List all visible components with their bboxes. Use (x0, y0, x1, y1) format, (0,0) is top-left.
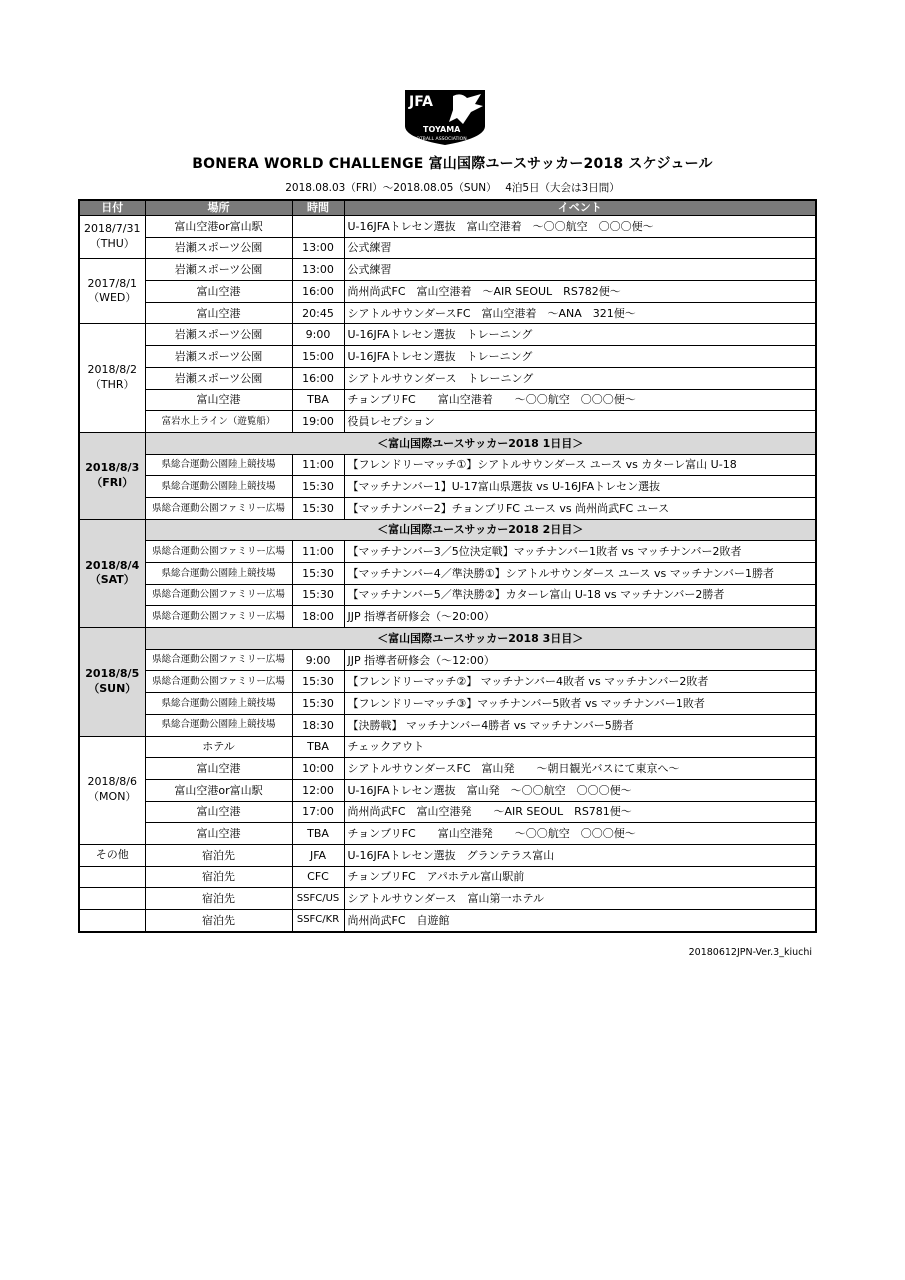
event-cell: U-16JFAトレセン選抜 富山発 ～〇〇航空 〇〇〇便～ (344, 779, 816, 801)
day-header-label: ＜富山国際ユースサッカー2018 2日目＞ (145, 519, 816, 541)
table-row (79, 302, 816, 324)
date-line: その他 (95, 847, 129, 861)
time-cell: 15:30 (292, 671, 344, 693)
date-cell (79, 259, 145, 324)
date-line: （MON） (88, 790, 137, 804)
date-cell (79, 866, 145, 888)
table-row (79, 866, 816, 888)
table-row (79, 779, 816, 801)
date-line: 2018/8/3 (85, 460, 140, 474)
table-row (79, 823, 816, 845)
place-cell: 岩瀬スポーツ公園 (145, 237, 292, 259)
date-cell (79, 628, 145, 736)
table-row (79, 888, 816, 910)
date-line: 2017/8/1 (87, 276, 137, 290)
table-row (79, 693, 816, 715)
event-cell: 尚州尚武FC 富山空港着 ～AIR SEOUL RS782便～ (344, 281, 816, 303)
date-line: 2018/8/2 (87, 363, 137, 377)
time-cell: 18:30 (292, 714, 344, 736)
event-cell: 【フレンドリーマッチ③】マッチナンバー5敗者 vs マッチナンバー1敗者 (344, 693, 816, 715)
event-cell: 尚州尚武FC 富山空港発 ～AIR SEOUL RS781便～ (344, 801, 816, 823)
table-row (79, 736, 816, 758)
table-row (79, 497, 816, 519)
time-cell: 15:00 (292, 346, 344, 368)
place-cell: 富岩水上ライン（遊覧船） (145, 411, 292, 433)
time-cell: 18:00 (292, 606, 344, 628)
logo-text-association: FOOTBALL ASSOCIATION (410, 137, 467, 142)
table-row (79, 671, 816, 693)
place-cell: 富山空港or富山駅 (145, 779, 292, 801)
page-title: BONERA WORLD CHALLENGE 富山国際ユースサッカー2018 スケジュール (192, 156, 713, 172)
day-header-row (79, 432, 816, 454)
place-cell: 県総合運動公園ファミリー広場 (145, 606, 292, 628)
date-cell (79, 736, 145, 844)
place-cell: 岩瀬スポーツ公園 (145, 324, 292, 346)
event-cell: 【マッチナンバー4／準決勝①】シアトルサウンダース ユース vs マッチナンバー1勝者 (344, 563, 816, 585)
event-cell: 【決勝戦】 マッチナンバー4勝者 vs マッチナンバー5勝者 (344, 714, 816, 736)
header-time: 時間 (292, 200, 344, 216)
day-header-row (79, 628, 816, 650)
event-cell: U-16JFAトレセン選抜 トレーニング (344, 346, 816, 368)
date-line: （THU） (89, 237, 135, 251)
table-row (79, 758, 816, 780)
event-cell: 【フレンドリーマッチ②】 マッチナンバー4敗者 vs マッチナンバー2敗者 (344, 671, 816, 693)
time-cell: 13:00 (292, 259, 344, 281)
table-row (79, 216, 816, 238)
table-row (79, 584, 816, 606)
event-cell: U-16JFAトレセン選抜 トレーニング (344, 324, 816, 346)
date-line: （SUN） (88, 681, 137, 695)
event-cell: 公式練習 (344, 237, 816, 259)
header-event: イベント (344, 200, 816, 216)
date-cell (79, 519, 145, 627)
logo-text-jfa: JFA (409, 94, 434, 110)
time-cell: TBA (292, 389, 344, 411)
event-cell: 役員レセプション (344, 411, 816, 433)
logo-emblem-icon (403, 88, 487, 146)
time-cell: 15:30 (292, 497, 344, 519)
place-cell: 富山空港 (145, 801, 292, 823)
time-cell: 11:00 (292, 541, 344, 563)
event-cell: 【マッチナンバー5／準決勝②】カターレ富山 U-18 vs マッチナンバー2勝者 (344, 584, 816, 606)
table-row (79, 714, 816, 736)
place-cell: 県総合運動公園陸上競技場 (145, 693, 292, 715)
time-cell: JFA (292, 844, 344, 866)
place-cell: 富山空港 (145, 281, 292, 303)
event-cell: シアトルサウンダース 富山第一ホテル (344, 888, 816, 910)
event-cell: チョンブリFC 富山空港着 ～〇〇航空 〇〇〇便～ (344, 389, 816, 411)
jfa-toyama-logo (403, 88, 487, 146)
place-cell: 富山空港 (145, 823, 292, 845)
event-cell: JJP 指導者研修会（～20:00） (344, 606, 816, 628)
time-cell (292, 216, 344, 238)
event-cell: JJP 指導者研修会（～12:00） (344, 649, 816, 671)
table-row (79, 259, 816, 281)
table-row (79, 910, 816, 932)
date-cell (79, 216, 145, 259)
time-cell: 15:30 (292, 693, 344, 715)
time-cell: 15:30 (292, 584, 344, 606)
date-cell (79, 888, 145, 910)
place-cell: 県総合運動公園ファミリー広場 (145, 541, 292, 563)
table-row (79, 649, 816, 671)
date-cell (79, 432, 145, 519)
time-cell: 15:30 (292, 476, 344, 498)
date-line: （SAT） (89, 573, 135, 587)
place-cell: 県総合運動公園陸上競技場 (145, 563, 292, 585)
event-cell: 公式練習 (344, 259, 816, 281)
date-line: （WED） (88, 291, 137, 305)
version-label: 20180612JPN-Ver.3_kiuchi (688, 947, 812, 958)
date-line: （FRI） (91, 475, 134, 489)
table-header-row (79, 200, 816, 216)
event-cell: 【マッチナンバー1】U-17富山県選抜 vs U-16JFAトレセン選抜 (344, 476, 816, 498)
time-cell: 17:00 (292, 801, 344, 823)
time-cell: SSFC/US (292, 888, 344, 910)
place-cell: 富山空港 (145, 389, 292, 411)
table-row (79, 541, 816, 563)
time-cell: CFC (292, 866, 344, 888)
table-row (79, 606, 816, 628)
table-row (79, 281, 816, 303)
time-cell: TBA (292, 823, 344, 845)
table-row (79, 389, 816, 411)
page-subtitle: 2018.08.03（FRI）～2018.08.05（SUN） 4泊5日（大会は3日間） (285, 182, 620, 194)
logo-text-toyama: TOYAMA (423, 125, 461, 134)
date-line: （THR） (89, 378, 135, 392)
time-cell: 9:00 (292, 649, 344, 671)
time-cell: 16:00 (292, 281, 344, 303)
table-row (79, 367, 816, 389)
place-cell: 岩瀬スポーツ公園 (145, 346, 292, 368)
place-cell: 富山空港or富山駅 (145, 216, 292, 238)
place-cell: 宿泊先 (145, 866, 292, 888)
day-header-row (79, 519, 816, 541)
place-cell: ホテル (145, 736, 292, 758)
place-cell: 宿泊先 (145, 888, 292, 910)
event-cell: 【マッチナンバー2】チョンブリFC ユース vs 尚州尚武FC ユース (344, 497, 816, 519)
time-cell: 20:45 (292, 302, 344, 324)
date-line: 2018/7/31 (84, 222, 141, 236)
place-cell: 県総合運動公園ファミリー広場 (145, 584, 292, 606)
time-cell: TBA (292, 736, 344, 758)
place-cell: 富山空港 (145, 302, 292, 324)
place-cell: 県総合運動公園陸上競技場 (145, 454, 292, 476)
place-cell: 県総合運動公園陸上競技場 (145, 714, 292, 736)
time-cell: 10:00 (292, 758, 344, 780)
table-row (79, 844, 816, 866)
date-cell (79, 910, 145, 932)
table-row (79, 476, 816, 498)
place-cell: 富山空港 (145, 758, 292, 780)
place-cell: 岩瀬スポーツ公園 (145, 259, 292, 281)
event-cell: 【フレンドリーマッチ①】シアトルサウンダース ユース vs カターレ富山 U-18 (344, 454, 816, 476)
event-cell: チェックアウト (344, 736, 816, 758)
event-cell: U-16JFAトレセン選抜 グランテラス富山 (344, 844, 816, 866)
date-line: 2018/8/5 (85, 666, 140, 680)
event-cell: シアトルサウンダース トレーニング (344, 367, 816, 389)
time-cell: 11:00 (292, 454, 344, 476)
place-cell: 宿泊先 (145, 910, 292, 932)
day-header-label: ＜富山国際ユースサッカー2018 3日目＞ (145, 628, 816, 650)
date-cell (79, 324, 145, 432)
table-row (79, 324, 816, 346)
table-row (79, 237, 816, 259)
time-cell: 15:30 (292, 563, 344, 585)
place-cell: 県総合運動公園ファミリー広場 (145, 497, 292, 519)
header-place: 場所 (145, 200, 292, 216)
table-row (79, 801, 816, 823)
event-cell: シアトルサウンダースFC 富山発 ～朝日観光バスにて東京へ～ (344, 758, 816, 780)
event-cell: チョンブリFC 富山空港発 ～〇〇航空 〇〇〇便～ (344, 823, 816, 845)
date-line: 2018/8/4 (85, 558, 140, 572)
table-row (79, 563, 816, 585)
event-cell: シアトルサウンダースFC 富山空港着 ～ANA 321便～ (344, 302, 816, 324)
header-date: 日付 (79, 200, 145, 216)
time-cell: 13:00 (292, 237, 344, 259)
date-line: 2018/8/6 (87, 775, 137, 789)
place-cell: 県総合運動公園ファミリー広場 (145, 649, 292, 671)
time-cell: SSFC/KR (292, 910, 344, 932)
time-cell: 12:00 (292, 779, 344, 801)
event-cell: チョンブリFC アパホテル富山駅前 (344, 866, 816, 888)
place-cell: 岩瀬スポーツ公園 (145, 367, 292, 389)
schedule-body (79, 216, 816, 932)
event-cell: 尚州尚武FC 自遊館 (344, 910, 816, 932)
place-cell: 県総合運動公園陸上競技場 (145, 476, 292, 498)
time-cell: 9:00 (292, 324, 344, 346)
table-row (79, 454, 816, 476)
time-cell: 19:00 (292, 411, 344, 433)
date-cell (79, 844, 145, 866)
table-row (79, 346, 816, 368)
day-header-label: ＜富山国際ユースサッカー2018 1日目＞ (145, 432, 816, 454)
event-cell: U-16JFAトレセン選抜 富山空港着 ～〇〇航空 〇〇〇便～ (344, 216, 816, 238)
place-cell: 県総合運動公園ファミリー広場 (145, 671, 292, 693)
place-cell: 宿泊先 (145, 844, 292, 866)
time-cell: 16:00 (292, 367, 344, 389)
table-row (79, 411, 816, 433)
event-cell: 【マッチナンバー3／5位決定戦】マッチナンバー1敗者 vs マッチナンバー2敗者 (344, 541, 816, 563)
schedule-table (78, 199, 817, 933)
